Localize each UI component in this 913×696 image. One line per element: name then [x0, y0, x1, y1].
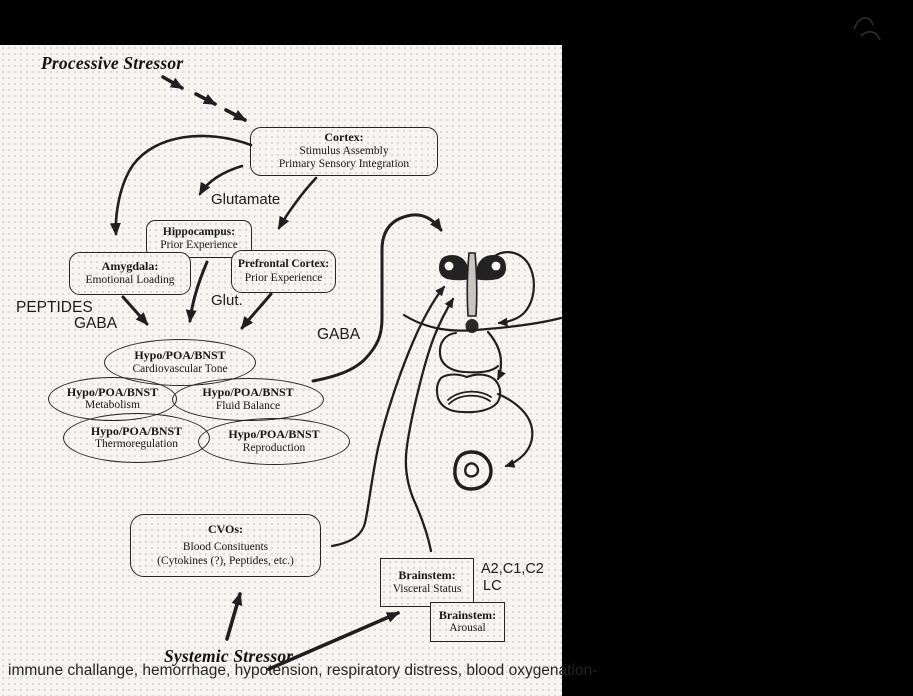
hypo-repro-line1: Reproduction: [242, 441, 306, 454]
hypo-thermo-title: Hypo/POA/BNST: [90, 423, 183, 438]
hypo-cardio-title: Hypo/POA/BNST: [134, 348, 226, 362]
peptides-label: PEPTIDES: [16, 299, 93, 316]
cvos-title: CVOs:: [207, 521, 244, 536]
brainstem-arousal-title: Brainstem:: [438, 607, 497, 622]
systemic-stressor-title: Systemic Stressor: [164, 646, 294, 666]
brainstem-arousal-node: [430, 602, 505, 642]
cvos-node: [130, 514, 321, 577]
prefrontal-cortex-node: [231, 250, 336, 293]
brainstem-visceral-node: [380, 558, 474, 607]
cortex-line1: Stimulus Assembly: [299, 144, 389, 157]
gaba-right-label: GABA: [317, 326, 361, 343]
brainstem-arousal-line1: Arousal: [449, 622, 486, 634]
cvos-line1: Blood Consituents: [182, 541, 269, 554]
hypo-metabolism-title: Hypo/POA/BNST: [66, 384, 159, 399]
prefrontal-title: Prefrontal Cortex:: [237, 258, 330, 270]
a2c1c2-label: A2,C1,C2: [481, 561, 544, 577]
hypo-fluid-balance-ellipse: [172, 378, 324, 421]
hypo-thermo-line1: Thermoregulation: [94, 438, 179, 450]
hypo-repro-title: Hypo/POA/BNST: [228, 427, 320, 441]
hypo-cardio-line1: Cardiovascular Tone: [132, 362, 228, 375]
cvos-line2: (Cytokines (?), Peptides, etc.): [157, 554, 294, 567]
hippocampus-title: Hippocampus:: [162, 225, 236, 238]
glut-label: Glut.: [211, 292, 243, 309]
cortex-line2: Primary Sensory Integration: [278, 158, 410, 171]
brainstem-visceral-line1: Visceral Status: [392, 582, 462, 595]
brainstem-visceral-title: Brainstem:: [398, 568, 456, 582]
gaba-left-label: GABA: [74, 315, 118, 332]
amygdala-title: Amygdala:: [101, 259, 159, 273]
hypo-fluid-title: Hypo/POA/BNST: [202, 385, 294, 399]
cortex-node: [250, 127, 438, 176]
figure-caption: immune challange, hemorrhage, hypotension, respiratory distress, blood oxygenation-: [8, 662, 598, 679]
hypo-reproduction-ellipse: [198, 418, 350, 465]
hippocampus-line1: Prior Experience: [160, 239, 238, 251]
corner-scan-artifact: [854, 18, 880, 40]
lc-label: LC: [483, 578, 502, 594]
cortex-title: Cortex:: [324, 130, 364, 145]
prefrontal-line1: Prior Experience: [244, 271, 323, 284]
amygdala-node: [69, 252, 191, 295]
glutamate-label: Glutamate: [211, 191, 281, 208]
hypo-thermoregulation-ellipse: [63, 413, 210, 463]
hypo-metabolism-line1: Metabolism: [85, 399, 140, 411]
processive-stressor-title: Processive Stressor: [41, 53, 184, 73]
amygdala-line1: Emotional Loading: [85, 273, 175, 286]
hypo-fluid-line1: Fluid Balance: [215, 399, 281, 412]
